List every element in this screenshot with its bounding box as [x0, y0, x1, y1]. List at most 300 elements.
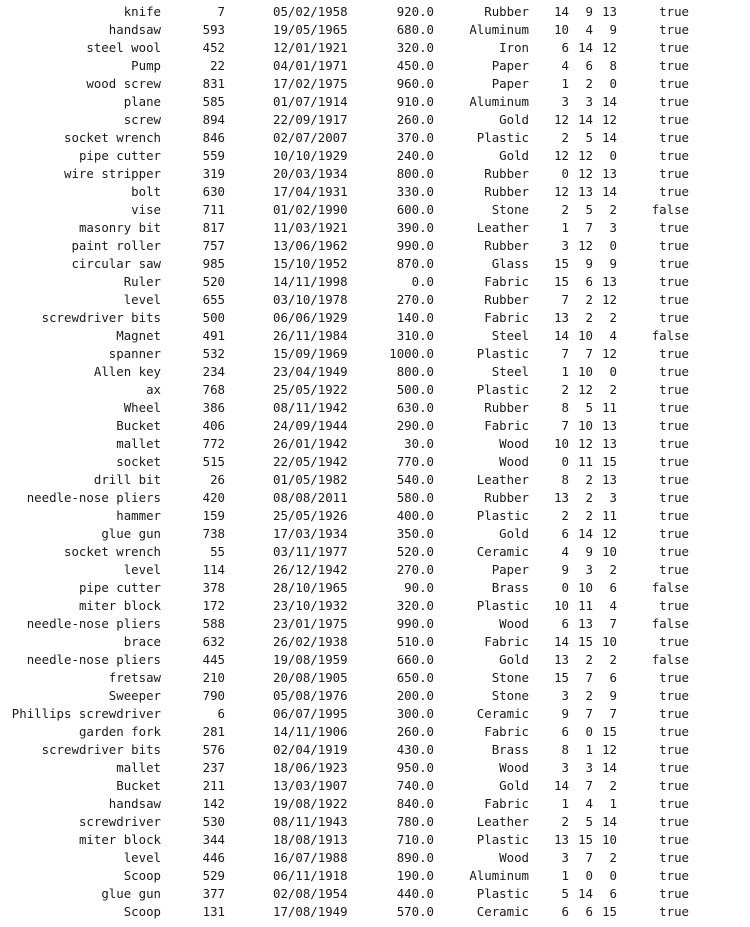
- item-name-cell: pipe cutter: [78, 580, 161, 595]
- flag-cell: true: [659, 904, 689, 919]
- value-a-cell: 15: [554, 670, 569, 685]
- value-c-cell: 14: [602, 814, 617, 829]
- value-b-cell: 11: [578, 598, 593, 613]
- table-row: [0, 3, 750, 21]
- quantity-cell: 632: [202, 634, 225, 649]
- quantity-cell: 26: [210, 472, 225, 487]
- price-cell: 780.0: [396, 814, 434, 829]
- value-c-cell: 13: [602, 436, 617, 451]
- material-cell: Brass: [491, 580, 529, 595]
- value-b-cell: 10: [578, 580, 593, 595]
- quantity-cell: 985: [202, 256, 225, 271]
- price-cell: 260.0: [396, 724, 434, 739]
- material-cell: Paper: [491, 562, 529, 577]
- flag-cell: true: [659, 166, 689, 181]
- table-row: [0, 525, 750, 543]
- table-row: [0, 669, 750, 687]
- flag-cell: false: [651, 202, 689, 217]
- price-cell: 770.0: [396, 454, 434, 469]
- material-cell: Rubber: [484, 490, 529, 505]
- date-cell: 26/02/1938: [273, 634, 348, 649]
- table-row: [0, 543, 750, 561]
- price-cell: 140.0: [396, 310, 434, 325]
- material-cell: Stone: [491, 688, 529, 703]
- material-cell: Aluminum: [469, 22, 529, 37]
- table-row: [0, 489, 750, 507]
- date-cell: 19/08/1922: [273, 796, 348, 811]
- flag-cell: true: [659, 292, 689, 307]
- quantity-cell: 772: [202, 436, 225, 451]
- quantity-cell: 576: [202, 742, 225, 757]
- item-name-cell: pipe cutter: [78, 148, 161, 163]
- date-cell: 11/03/1921: [273, 220, 348, 235]
- value-b-cell: 1: [585, 742, 593, 757]
- date-cell: 14/11/1906: [273, 724, 348, 739]
- item-name-cell: screwdriver bits: [41, 310, 161, 325]
- table-row: [0, 381, 750, 399]
- item-name-cell: socket wrench: [64, 544, 161, 559]
- flag-cell: true: [659, 238, 689, 253]
- price-cell: 290.0: [396, 418, 434, 433]
- price-cell: 440.0: [396, 886, 434, 901]
- item-name-cell: bolt: [131, 184, 161, 199]
- value-a-cell: 0: [561, 454, 569, 469]
- item-name-cell: glue gun: [101, 886, 161, 901]
- item-name-cell: steel wool: [86, 40, 161, 55]
- price-cell: 390.0: [396, 220, 434, 235]
- date-cell: 08/11/1942: [273, 400, 348, 415]
- quantity-cell: 768: [202, 382, 225, 397]
- table-row: [0, 111, 750, 129]
- item-name-cell: miter block: [78, 598, 161, 613]
- quantity-cell: 532: [202, 346, 225, 361]
- material-cell: Rubber: [484, 166, 529, 181]
- value-b-cell: 2: [585, 490, 593, 505]
- price-cell: 800.0: [396, 364, 434, 379]
- date-cell: 01/05/1982: [273, 472, 348, 487]
- flag-cell: true: [659, 364, 689, 379]
- value-a-cell: 3: [561, 688, 569, 703]
- quantity-cell: 655: [202, 292, 225, 307]
- value-c-cell: 15: [602, 454, 617, 469]
- date-cell: 03/10/1978: [273, 292, 348, 307]
- price-cell: 540.0: [396, 472, 434, 487]
- value-b-cell: 7: [585, 220, 593, 235]
- quantity-cell: 846: [202, 130, 225, 145]
- value-a-cell: 0: [561, 580, 569, 595]
- date-cell: 26/11/1984: [273, 328, 348, 343]
- item-name-cell: socket wrench: [64, 130, 161, 145]
- date-cell: 02/04/1919: [273, 742, 348, 757]
- value-c-cell: 11: [602, 508, 617, 523]
- table-row: [0, 309, 750, 327]
- table-row: [0, 561, 750, 579]
- price-cell: 450.0: [396, 58, 434, 73]
- item-name-cell: spanner: [108, 346, 161, 361]
- value-a-cell: 14: [554, 778, 569, 793]
- value-b-cell: 5: [585, 130, 593, 145]
- date-cell: 06/07/1995: [273, 706, 348, 721]
- table-row: [0, 741, 750, 759]
- value-b-cell: 7: [585, 706, 593, 721]
- quantity-cell: 159: [202, 508, 225, 523]
- quantity-cell: 630: [202, 184, 225, 199]
- item-name-cell: wire stripper: [64, 166, 161, 181]
- value-c-cell: 12: [602, 112, 617, 127]
- material-cell: Gold: [499, 148, 529, 163]
- value-a-cell: 7: [561, 292, 569, 307]
- price-cell: 370.0: [396, 130, 434, 145]
- value-c-cell: 13: [602, 472, 617, 487]
- value-b-cell: 3: [585, 760, 593, 775]
- material-cell: Rubber: [484, 292, 529, 307]
- value-a-cell: 7: [561, 418, 569, 433]
- value-c-cell: 8: [609, 58, 617, 73]
- date-cell: 08/08/2011: [273, 490, 348, 505]
- item-name-cell: garden fork: [78, 724, 161, 739]
- value-a-cell: 9: [561, 562, 569, 577]
- item-name-cell: masonry bit: [78, 220, 161, 235]
- flag-cell: true: [659, 526, 689, 541]
- material-cell: Plastic: [476, 346, 529, 361]
- value-b-cell: 13: [578, 184, 593, 199]
- table-row: [0, 237, 750, 255]
- price-cell: 950.0: [396, 760, 434, 775]
- flag-cell: true: [659, 796, 689, 811]
- item-name-cell: needle-nose pliers: [26, 652, 161, 667]
- value-b-cell: 2: [585, 472, 593, 487]
- flag-cell: true: [659, 724, 689, 739]
- value-c-cell: 2: [609, 652, 617, 667]
- value-c-cell: 12: [602, 40, 617, 55]
- price-cell: 710.0: [396, 832, 434, 847]
- table-row: [0, 129, 750, 147]
- value-a-cell: 14: [554, 328, 569, 343]
- flag-cell: false: [651, 580, 689, 595]
- flag-cell: true: [659, 256, 689, 271]
- table-row: [0, 885, 750, 903]
- value-b-cell: 2: [585, 310, 593, 325]
- price-cell: 660.0: [396, 652, 434, 667]
- table-row: [0, 597, 750, 615]
- value-b-cell: 2: [585, 292, 593, 307]
- price-cell: 400.0: [396, 508, 434, 523]
- quantity-cell: 520: [202, 274, 225, 289]
- flag-cell: true: [659, 40, 689, 55]
- table-row: [0, 903, 750, 921]
- value-b-cell: 12: [578, 238, 593, 253]
- value-a-cell: 7: [561, 346, 569, 361]
- price-cell: 260.0: [396, 112, 434, 127]
- material-cell: Iron: [499, 40, 529, 55]
- value-c-cell: 2: [609, 850, 617, 865]
- value-b-cell: 14: [578, 40, 593, 55]
- date-cell: 16/07/1988: [273, 850, 348, 865]
- value-b-cell: 9: [585, 4, 593, 19]
- table-row: [0, 831, 750, 849]
- quantity-cell: 211: [202, 778, 225, 793]
- flag-cell: true: [659, 274, 689, 289]
- value-b-cell: 0: [585, 868, 593, 883]
- value-c-cell: 2: [609, 562, 617, 577]
- table-row: [0, 183, 750, 201]
- price-cell: 0.0: [411, 274, 434, 289]
- date-cell: 17/08/1949: [273, 904, 348, 919]
- material-cell: Brass: [491, 742, 529, 757]
- flag-cell: true: [659, 670, 689, 685]
- table-row: [0, 867, 750, 885]
- material-cell: Leather: [476, 220, 529, 235]
- date-cell: 08/11/1943: [273, 814, 348, 829]
- item-name-cell: Allen key: [93, 364, 161, 379]
- value-b-cell: 10: [578, 364, 593, 379]
- value-c-cell: 13: [602, 166, 617, 181]
- material-cell: Ceramic: [476, 544, 529, 559]
- value-a-cell: 4: [561, 58, 569, 73]
- table-row: [0, 345, 750, 363]
- quantity-cell: 377: [202, 886, 225, 901]
- material-cell: Fabric: [484, 634, 529, 649]
- price-cell: 960.0: [396, 76, 434, 91]
- date-cell: 17/03/1934: [273, 526, 348, 541]
- table-row: [0, 363, 750, 381]
- price-cell: 520.0: [396, 544, 434, 559]
- table-row: [0, 777, 750, 795]
- quantity-cell: 738: [202, 526, 225, 541]
- flag-cell: false: [651, 652, 689, 667]
- material-cell: Aluminum: [469, 94, 529, 109]
- value-b-cell: 6: [585, 904, 593, 919]
- table-row: [0, 705, 750, 723]
- table-row: [0, 147, 750, 165]
- value-a-cell: 1: [561, 868, 569, 883]
- value-a-cell: 3: [561, 850, 569, 865]
- value-c-cell: 12: [602, 292, 617, 307]
- date-cell: 26/01/1942: [273, 436, 348, 451]
- flag-cell: true: [659, 634, 689, 649]
- value-c-cell: 11: [602, 400, 617, 415]
- value-a-cell: 6: [561, 40, 569, 55]
- value-a-cell: 9: [561, 706, 569, 721]
- price-cell: 30.0: [404, 436, 434, 451]
- quantity-cell: 131: [202, 904, 225, 919]
- value-c-cell: 1: [609, 796, 617, 811]
- table-row: [0, 399, 750, 417]
- material-cell: Rubber: [484, 4, 529, 19]
- date-cell: 26/12/1942: [273, 562, 348, 577]
- value-a-cell: 13: [554, 310, 569, 325]
- item-name-cell: glue gun: [101, 526, 161, 541]
- flag-cell: true: [659, 112, 689, 127]
- value-c-cell: 0: [609, 364, 617, 379]
- material-cell: Wood: [499, 850, 529, 865]
- table-row: [0, 417, 750, 435]
- date-cell: 25/05/1922: [273, 382, 348, 397]
- date-cell: 18/08/1913: [273, 832, 348, 847]
- material-cell: Stone: [491, 670, 529, 685]
- table-row: [0, 201, 750, 219]
- table-row: [0, 687, 750, 705]
- price-cell: 350.0: [396, 526, 434, 541]
- material-cell: Leather: [476, 472, 529, 487]
- date-cell: 01/07/1914: [273, 94, 348, 109]
- value-b-cell: 2: [585, 688, 593, 703]
- price-cell: 200.0: [396, 688, 434, 703]
- item-name-cell: screw: [123, 112, 161, 127]
- value-a-cell: 10: [554, 22, 569, 37]
- value-a-cell: 2: [561, 130, 569, 145]
- value-b-cell: 7: [585, 778, 593, 793]
- flag-cell: true: [659, 706, 689, 721]
- value-b-cell: 6: [585, 58, 593, 73]
- item-name-cell: vise: [131, 202, 161, 217]
- quantity-cell: 559: [202, 148, 225, 163]
- value-a-cell: 15: [554, 274, 569, 289]
- value-c-cell: 10: [602, 832, 617, 847]
- value-a-cell: 1: [561, 364, 569, 379]
- price-cell: 990.0: [396, 238, 434, 253]
- material-cell: Gold: [499, 778, 529, 793]
- flag-cell: true: [659, 130, 689, 145]
- flag-cell: true: [659, 382, 689, 397]
- item-name-cell: drill bit: [93, 472, 161, 487]
- material-cell: Plastic: [476, 886, 529, 901]
- value-c-cell: 6: [609, 580, 617, 595]
- value-b-cell: 12: [578, 148, 593, 163]
- quantity-cell: 593: [202, 22, 225, 37]
- value-b-cell: 3: [585, 94, 593, 109]
- date-cell: 25/05/1926: [273, 508, 348, 523]
- table-row: [0, 255, 750, 273]
- material-cell: Paper: [491, 76, 529, 91]
- quantity-cell: 114: [202, 562, 225, 577]
- item-name-cell: brace: [123, 634, 161, 649]
- table-row: [0, 723, 750, 741]
- quantity-cell: 7: [217, 4, 225, 19]
- flag-cell: true: [659, 742, 689, 757]
- price-cell: 740.0: [396, 778, 434, 793]
- material-cell: Glass: [491, 256, 529, 271]
- value-a-cell: 6: [561, 724, 569, 739]
- value-c-cell: 9: [609, 22, 617, 37]
- value-c-cell: 3: [609, 220, 617, 235]
- value-a-cell: 8: [561, 472, 569, 487]
- quantity-cell: 757: [202, 238, 225, 253]
- value-a-cell: 2: [561, 382, 569, 397]
- quantity-cell: 790: [202, 688, 225, 703]
- item-name-cell: screwdriver bits: [41, 742, 161, 757]
- value-b-cell: 3: [585, 562, 593, 577]
- value-c-cell: 9: [609, 256, 617, 271]
- flag-cell: true: [659, 544, 689, 559]
- quantity-cell: 831: [202, 76, 225, 91]
- quantity-cell: 55: [210, 544, 225, 559]
- quantity-cell: 22: [210, 58, 225, 73]
- material-cell: Leather: [476, 814, 529, 829]
- value-b-cell: 9: [585, 256, 593, 271]
- value-a-cell: 12: [554, 148, 569, 163]
- value-c-cell: 0: [609, 148, 617, 163]
- value-a-cell: 13: [554, 832, 569, 847]
- item-name-cell: Bucket: [116, 418, 161, 433]
- value-c-cell: 4: [609, 328, 617, 343]
- quantity-cell: 491: [202, 328, 225, 343]
- value-a-cell: 1: [561, 76, 569, 91]
- value-b-cell: 5: [585, 400, 593, 415]
- price-cell: 240.0: [396, 148, 434, 163]
- item-name-cell: knife: [123, 4, 161, 19]
- material-cell: Plastic: [476, 832, 529, 847]
- table-row: [0, 579, 750, 597]
- value-c-cell: 15: [602, 904, 617, 919]
- flag-cell: true: [659, 148, 689, 163]
- date-cell: 05/08/1976: [273, 688, 348, 703]
- value-a-cell: 6: [561, 526, 569, 541]
- date-cell: 22/05/1942: [273, 454, 348, 469]
- price-cell: 430.0: [396, 742, 434, 757]
- value-b-cell: 12: [578, 436, 593, 451]
- price-cell: 800.0: [396, 166, 434, 181]
- material-cell: Plastic: [476, 508, 529, 523]
- value-a-cell: 0: [561, 166, 569, 181]
- flag-cell: true: [659, 220, 689, 235]
- value-a-cell: 13: [554, 490, 569, 505]
- table-row: [0, 651, 750, 669]
- quantity-cell: 234: [202, 364, 225, 379]
- value-c-cell: 12: [602, 346, 617, 361]
- flag-cell: true: [659, 346, 689, 361]
- table-row: [0, 21, 750, 39]
- flag-cell: false: [651, 616, 689, 631]
- flag-cell: true: [659, 850, 689, 865]
- material-cell: Fabric: [484, 796, 529, 811]
- material-cell: Wood: [499, 760, 529, 775]
- quantity-cell: 515: [202, 454, 225, 469]
- quantity-cell: 452: [202, 40, 225, 55]
- quantity-cell: 378: [202, 580, 225, 595]
- table-row: [0, 165, 750, 183]
- table-row: [0, 273, 750, 291]
- value-b-cell: 11: [578, 454, 593, 469]
- item-name-cell: Phillips screwdriver: [11, 706, 161, 721]
- table-row: [0, 291, 750, 309]
- table-row: [0, 813, 750, 831]
- flag-cell: true: [659, 22, 689, 37]
- flag-cell: true: [659, 688, 689, 703]
- quantity-cell: 420: [202, 490, 225, 505]
- value-c-cell: 13: [602, 274, 617, 289]
- flag-cell: true: [659, 760, 689, 775]
- quantity-cell: 588: [202, 616, 225, 631]
- value-b-cell: 5: [585, 814, 593, 829]
- value-a-cell: 1: [561, 220, 569, 235]
- value-c-cell: 10: [602, 634, 617, 649]
- date-cell: 06/11/1918: [273, 868, 348, 883]
- item-name-cell: wood screw: [86, 76, 161, 91]
- value-a-cell: 12: [554, 184, 569, 199]
- value-c-cell: 0: [609, 76, 617, 91]
- price-cell: 990.0: [396, 616, 434, 631]
- value-b-cell: 14: [578, 112, 593, 127]
- material-cell: Wood: [499, 454, 529, 469]
- price-cell: 300.0: [396, 706, 434, 721]
- material-cell: Plastic: [476, 382, 529, 397]
- material-cell: Paper: [491, 58, 529, 73]
- price-cell: 910.0: [396, 94, 434, 109]
- item-name-cell: mallet: [116, 436, 161, 451]
- item-name-cell: needle-nose pliers: [26, 490, 161, 505]
- value-b-cell: 2: [585, 508, 593, 523]
